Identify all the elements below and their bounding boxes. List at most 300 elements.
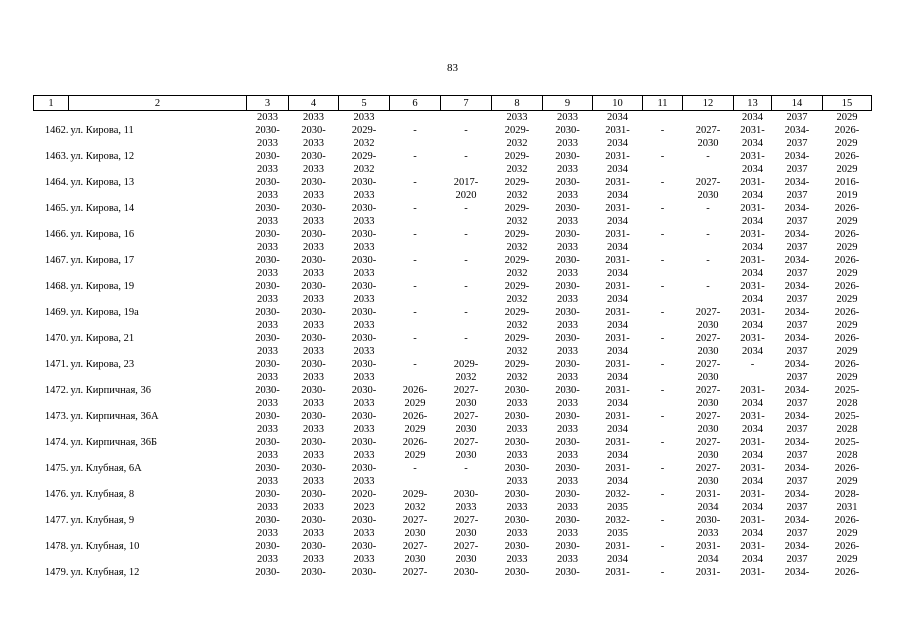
period-cell: 2034 [607,242,628,253]
period-cell [643,293,683,306]
period-cell: 2029- [504,333,530,344]
period-cell: 2033 [303,112,324,123]
schedule-table [33,95,872,579]
address-cell: ул. Кирова, 13 [70,177,135,188]
period-cell: 2034- [784,255,810,266]
table-row [34,488,872,501]
period-cell: 2030- [255,359,280,370]
period-cell: 2037 [786,268,808,279]
row-number [34,163,69,176]
period-cell: 2030- [555,541,580,552]
row-number [34,527,69,540]
period-cell: 2034- [784,359,810,370]
period-cell [683,267,734,280]
period-cell: 2030- [301,229,326,240]
period-cell: - [660,203,665,214]
period-cell: 2034 [607,268,628,279]
row-number [34,267,69,280]
period-cell: 2031- [605,359,630,370]
period-cell: 2033 [506,554,528,565]
period-cell: 2030- [351,411,377,422]
period-cell: 2033 [257,398,278,409]
period-cell: 2034 [742,164,763,175]
period-cell: 2030 [404,528,426,539]
period-cell: 2037 [786,476,808,487]
table-row [34,111,872,125]
period-cell: 2027- [453,541,479,552]
period-cell: 2033 [557,372,578,383]
period-cell [643,475,683,488]
period-cell: 2032- [605,515,630,526]
column-header: 1 [34,96,69,111]
period-cell: 2037 [786,450,808,461]
period-cell: 2033 [303,554,324,565]
period-cell: 2033 [557,164,578,175]
address-cell: ул. Кирова, 21 [70,333,135,344]
period-cell: 2030- [555,177,580,188]
period-cell [643,241,683,254]
table-row [34,410,872,423]
period-cell [441,111,492,125]
period-cell: 2027- [695,307,721,318]
period-cell: 2033 [257,372,278,383]
period-cell: 2029- [504,281,530,292]
period-cell: 2030- [504,385,530,396]
period-cell: 2034- [784,125,810,136]
table-row [34,384,872,397]
period-cell: 2034 [742,138,763,149]
period-cell: 2033 [557,346,578,357]
period-cell: 2029 [836,164,858,175]
column-header: 11 [643,96,683,111]
period-cell: 2030- [555,125,580,136]
period-cell [390,475,441,488]
table-body [34,111,872,580]
period-cell: 2033 [257,190,278,201]
period-cell: 2033 [557,294,578,305]
period-cell [390,189,441,202]
period-cell: 2030- [255,255,280,266]
period-cell: 2034 [607,398,628,409]
period-cell [643,423,683,436]
address-cell [69,241,247,254]
period-cell: 2031- [740,125,765,136]
period-cell [390,241,441,254]
period-cell: 2034 [742,242,763,253]
period-cell: 2032 [506,216,528,227]
period-cell: 2034 [607,190,628,201]
period-cell: 2030- [301,437,326,448]
period-cell: 2020 [455,190,477,201]
period-cell: 2033 [257,294,278,305]
period-cell: 2027- [695,177,721,188]
period-cell [643,527,683,540]
period-cell: 2031- [740,177,765,188]
period-cell: 2026- [834,567,860,578]
period-cell: 2033 [257,242,278,253]
period-cell [643,163,683,176]
period-cell: 2029 [836,268,858,279]
period-cell: 2030- [453,489,479,500]
period-cell: - [660,307,665,318]
period-cell: 2029 [404,450,426,461]
period-cell: 2026- [402,411,428,422]
period-cell: 2030- [255,489,280,500]
period-cell: 2033 [557,528,578,539]
table-row [34,345,872,358]
period-cell: 2034- [784,567,810,578]
period-cell [643,553,683,566]
period-cell: 2033 [353,190,375,201]
period-cell: 2031 [836,502,858,513]
period-cell: 2030- [555,203,580,214]
period-cell: 2033 [557,450,578,461]
table-row [34,280,872,293]
period-cell: 2034- [784,281,810,292]
period-cell: 2033 [257,138,278,149]
table-row [34,540,872,553]
period-cell: 2030- [301,307,326,318]
period-cell: 2030- [351,203,377,214]
period-cell: 2026- [834,255,860,266]
period-cell: 2030 [455,554,477,565]
period-cell: 2030- [504,515,530,526]
period-cell: 2030- [453,567,479,578]
period-cell: 2030- [351,541,377,552]
row-number [34,293,69,306]
address-cell: ул. Кирова, 11 [70,125,134,136]
period-cell: 2029 [836,242,858,253]
row-number: 1463. [44,151,69,162]
row-number: 1466. [44,229,69,240]
period-cell: 2034 [742,190,763,201]
period-cell: 2030- [255,151,280,162]
period-cell: 2031- [605,151,630,162]
period-cell: 2029- [504,151,530,162]
table-row [34,371,872,384]
period-cell: 2029- [504,255,530,266]
period-cell: 2030- [255,307,280,318]
period-cell: 2030- [351,463,377,474]
row-number: 1470. [44,333,69,344]
period-cell: 2026- [834,151,860,162]
period-cell: 2034- [784,151,810,162]
period-cell: 2029 [404,424,426,435]
period-cell: - [464,333,468,344]
period-cell [441,345,492,358]
period-cell: 2030- [351,437,377,448]
period-cell: - [413,177,417,188]
period-cell: - [660,359,665,370]
period-cell [643,397,683,410]
period-cell: 2030- [255,437,280,448]
period-cell: 2031- [740,151,765,162]
period-cell [643,319,683,332]
row-number: 1479. [44,567,69,578]
period-cell [643,449,683,462]
period-cell: - [660,541,665,552]
period-cell: 2030 [697,320,719,331]
row-number: 1469. [44,307,69,318]
period-cell: 2030- [301,203,326,214]
period-cell: 2033 [257,112,278,123]
period-cell: - [464,125,468,136]
period-cell: 2030- [555,515,580,526]
period-cell: 2025- [834,385,860,396]
period-cell [390,319,441,332]
period-cell: 2033 [557,554,578,565]
period-cell: 2034 [742,216,763,227]
period-cell: 2033 [353,424,375,435]
period-cell: 2033 [303,164,324,175]
period-cell: 2033 [506,398,528,409]
period-cell: 2027- [402,541,428,552]
address-cell: ул. Клубная, 10 [70,541,140,552]
period-cell: 2033 [257,164,278,175]
period-cell: 2034 [742,294,763,305]
period-cell [390,163,441,176]
period-cell: 2030- [255,203,280,214]
address-cell [69,319,247,332]
period-cell: 2033 [506,112,528,123]
period-cell: 2033 [697,528,719,539]
period-cell: - [413,151,417,162]
period-cell: - [413,307,417,318]
period-cell: - [706,229,710,240]
period-cell: 2033 [257,476,278,487]
period-cell: 2030- [255,411,280,422]
period-cell: 2031- [740,307,765,318]
period-cell: 2033 [557,424,578,435]
period-cell [643,137,683,150]
period-cell: - [660,567,665,578]
period-cell: 2030- [504,437,530,448]
period-cell: 2034- [784,463,810,474]
row-number [34,475,69,488]
period-cell: 2030- [504,411,530,422]
period-cell: 2033 [257,528,278,539]
period-cell: 2033 [557,320,578,331]
row-number [34,371,69,384]
period-cell: 2033 [257,346,278,357]
period-cell: 2029 [836,294,858,305]
period-cell: 2030- [255,177,280,188]
period-cell: 2031- [740,255,765,266]
header-row [34,96,872,111]
address-cell [69,163,247,176]
period-cell: 2030- [555,255,580,266]
period-cell: - [750,359,755,370]
period-cell: 2033 [557,112,578,123]
page-number: 83 [447,62,458,74]
period-cell [643,371,683,384]
period-cell: 2027- [695,437,721,448]
period-cell: 2033 [506,424,528,435]
address-cell [69,345,247,358]
address-cell [69,371,247,384]
period-cell: 2031- [605,281,630,292]
period-cell: 2030- [255,567,280,578]
period-cell: - [660,177,665,188]
period-cell: 2027- [695,463,721,474]
period-cell: 2033 [303,476,324,487]
period-cell: 2030- [301,151,326,162]
period-cell: - [413,203,417,214]
period-cell: 2031- [605,463,630,474]
period-cell: 2030- [351,281,377,292]
period-cell: 2034 [607,216,628,227]
period-cell: 2034 [607,554,628,565]
table-row [34,423,872,436]
row-number [34,137,69,150]
period-cell: 2027- [453,411,479,422]
period-cell: 2029 [836,528,858,539]
table-row [34,358,872,371]
period-cell: - [660,385,665,396]
period-cell: 2027- [695,411,721,422]
period-cell: 2032- [605,489,630,500]
address-cell: ул. Кирова, 17 [70,255,135,266]
period-cell: 2033 [353,320,375,331]
period-cell: 2032 [506,242,528,253]
address-cell: ул. Кирпичная, 36Б [70,437,158,448]
period-cell: 2017- [453,177,479,188]
period-cell: 2034 [607,112,628,123]
period-cell: 2033 [257,216,278,227]
period-cell: 2026- [402,437,428,448]
period-cell: 2031- [605,255,630,266]
period-cell: 2030- [255,541,280,552]
period-cell: 2034- [784,489,810,500]
period-cell: 2030- [255,463,280,474]
address-cell: ул. Кирова, 19 [70,281,135,292]
period-cell: 2026- [834,463,860,474]
period-cell [441,475,492,488]
period-cell: 2020- [351,489,377,500]
period-cell: 2016- [834,177,860,188]
period-cell: 2030 [455,424,477,435]
period-cell: 2030- [301,359,326,370]
period-cell: 2032 [506,164,528,175]
period-cell: 2030- [695,515,721,526]
period-cell: 2029 [836,216,858,227]
period-cell: 2034 [697,554,719,565]
period-cell: - [660,489,665,500]
period-cell: 2034 [742,424,763,435]
period-cell: 2033 [557,398,578,409]
table-row [34,228,872,241]
period-cell [390,111,441,125]
period-cell [390,267,441,280]
table-row [34,306,872,319]
period-cell: 2034 [607,320,628,331]
table-row [34,241,872,254]
period-cell: 2030- [255,229,280,240]
period-cell: - [660,255,665,266]
period-cell: 2026- [834,515,860,526]
period-cell: 2029 [836,138,858,149]
period-cell: - [660,411,665,422]
period-cell: 2033 [557,242,578,253]
period-cell: 2034 [742,502,763,513]
period-cell: 2030- [301,125,326,136]
period-cell: 2029- [351,125,377,136]
period-cell: 2033 [506,502,528,513]
period-cell: 2023 [353,502,375,513]
period-cell: 2031- [740,229,765,240]
period-cell: 2030- [555,229,580,240]
period-cell: 2034 [607,372,628,383]
period-cell: 2030- [301,541,326,552]
table-row [34,566,872,579]
period-cell: 2026- [402,385,428,396]
table-row [34,189,872,202]
period-cell: 2032 [506,190,528,201]
period-cell: 2033 [353,216,375,227]
period-cell: - [660,437,665,448]
table-row [34,449,872,462]
period-cell: 2037 [786,242,808,253]
period-cell: 2037 [786,528,808,539]
period-cell: 2037 [786,554,808,565]
period-cell: 2029 [836,372,858,383]
period-cell: 2029 [836,346,858,357]
column-header: 9 [543,96,593,111]
address-cell: ул. Кирпичная, 36 [70,385,152,396]
period-cell: 2033 [303,502,324,513]
period-cell: 2030- [351,515,377,526]
period-cell: 2033 [303,216,324,227]
period-cell: 2033 [303,138,324,149]
period-cell: 2031- [740,333,765,344]
period-cell: 2034 [607,346,628,357]
row-number [34,345,69,358]
period-cell: 2033 [353,112,375,123]
period-cell: - [413,281,417,292]
period-cell: 2030 [455,528,477,539]
period-cell: 2027- [695,385,721,396]
period-cell [390,215,441,228]
period-cell: 2033 [353,294,375,305]
period-cell [441,163,492,176]
period-cell: 2033 [303,424,324,435]
period-cell: 2028 [836,450,858,461]
period-cell: 2030 [697,190,719,201]
period-cell: 2033 [303,398,324,409]
period-cell: 2030- [255,333,280,344]
period-cell: 2030- [301,385,326,396]
period-cell [643,267,683,280]
period-cell: 2031- [695,541,721,552]
address-cell: ул. Кирова, 16 [70,229,135,240]
period-cell: 2029 [836,320,858,331]
period-cell: - [706,203,710,214]
column-header: 2 [69,96,247,111]
period-cell: 2033 [257,424,278,435]
period-cell: 2031- [605,229,630,240]
period-cell [683,293,734,306]
period-cell: 2030 [697,398,719,409]
period-cell: - [660,463,665,474]
column-header: 14 [772,96,823,111]
row-number: 1464. [44,177,69,188]
period-cell: 2026- [834,125,860,136]
period-cell: 2035 [607,528,628,539]
table-row [34,215,872,228]
period-cell: 2032 [353,138,375,149]
period-cell: 2033 [557,502,578,513]
row-number: 1471. [44,359,69,370]
